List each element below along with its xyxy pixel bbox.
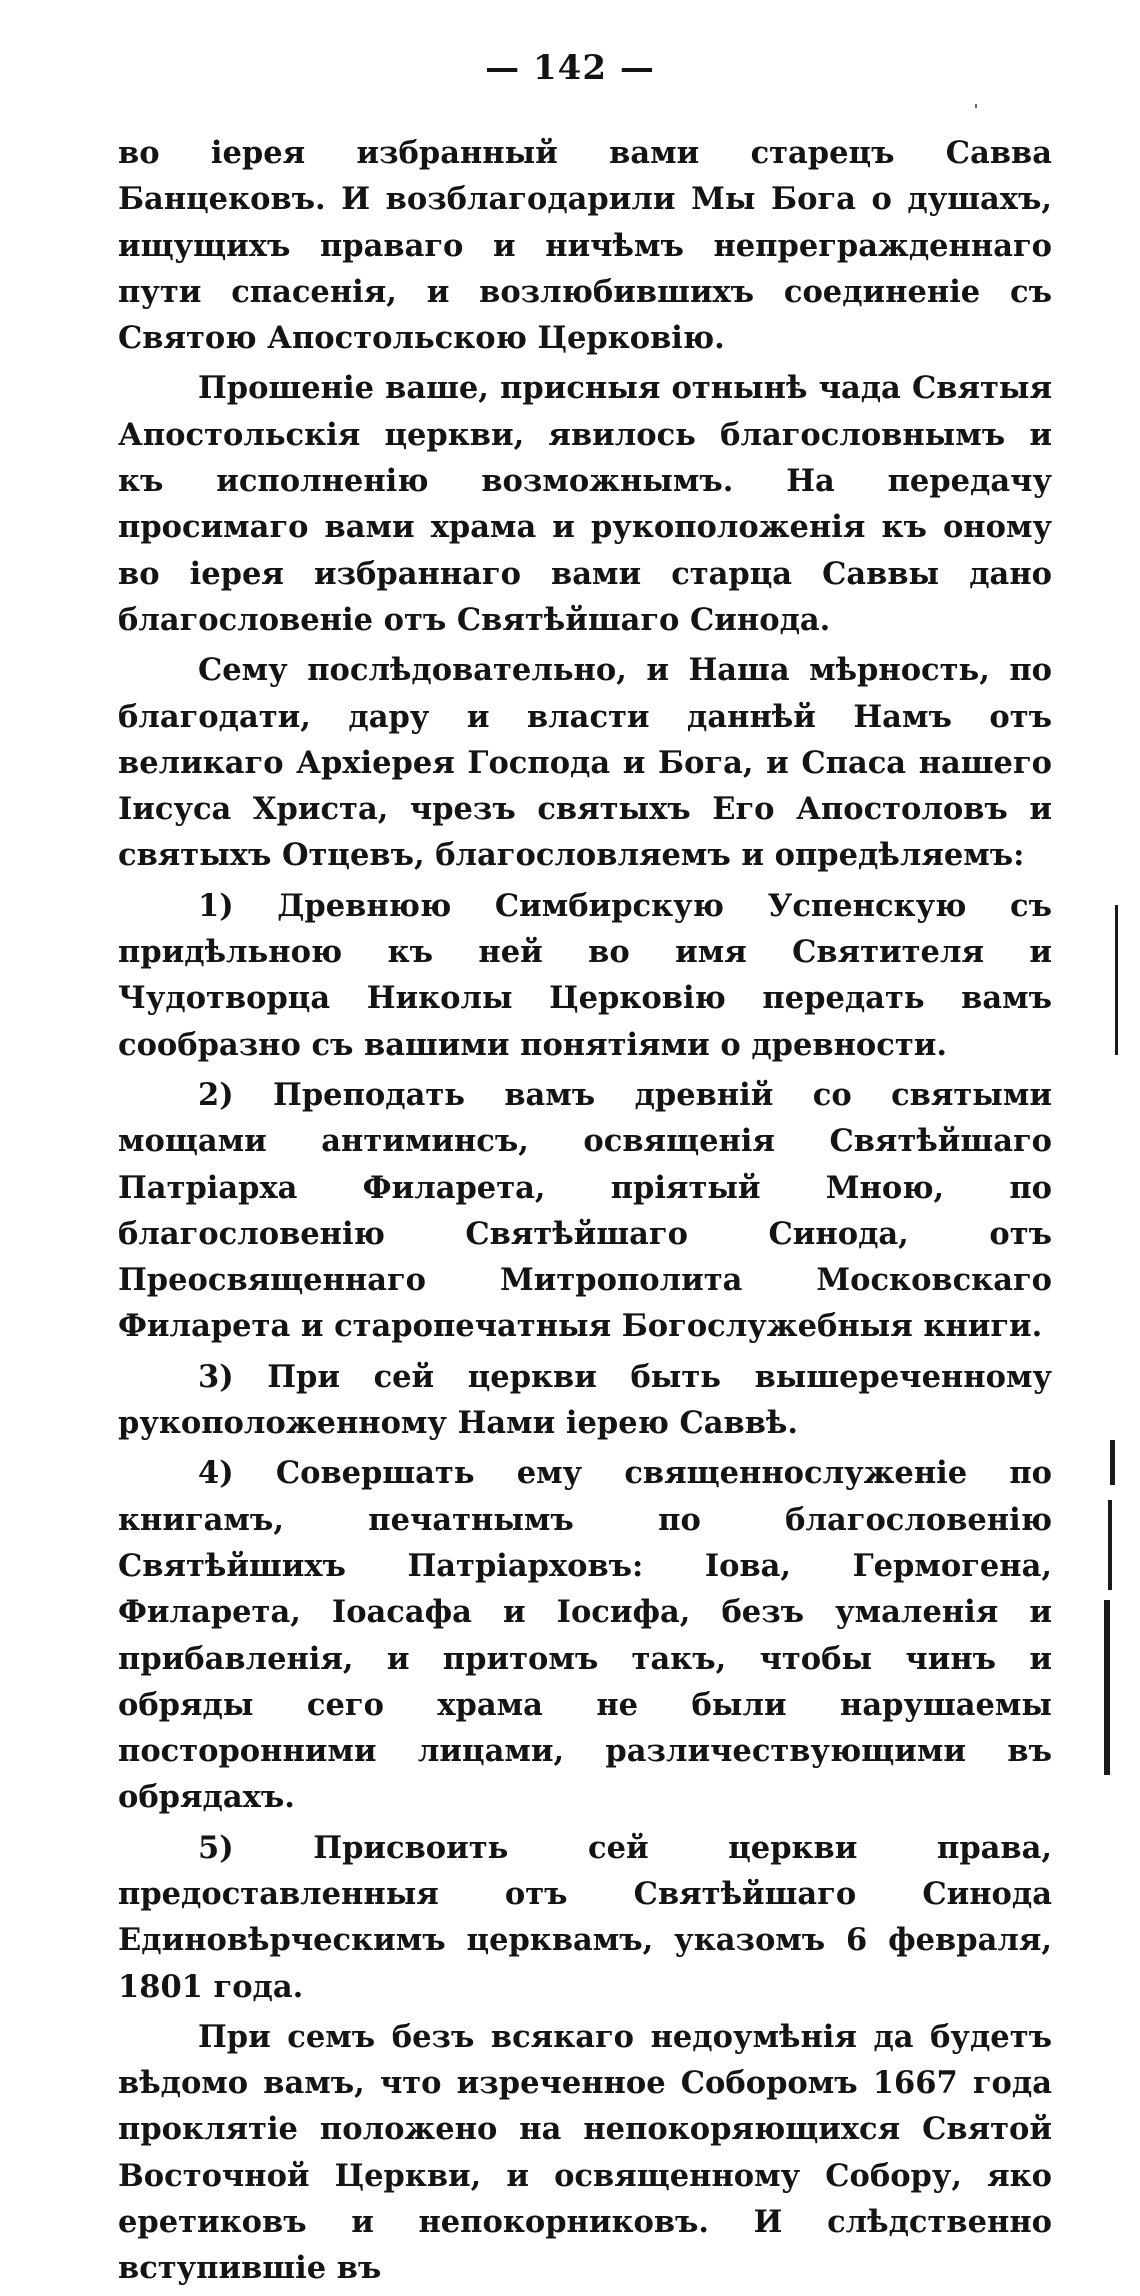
scan-edge-shadow	[1110, 1440, 1115, 1485]
list-item-1: 1) Древнюю Симбирскую Успенскую съ придѣльною къ ней во имя Святителя и Чудотворца Николы Церковію передать вамъ сообразно съ вашими понятіями о древности.	[118, 887, 1052, 1063]
scan-edge-shadow	[1115, 905, 1118, 1055]
page-number: — 142 —	[485, 48, 655, 88]
list-item-3: 3) При сей церкви быть вышереченному рукоположенному Нами іерею Саввѣ.	[118, 1358, 1052, 1442]
page-body-text	[118, 130, 1052, 2296]
scan-edge-shadow	[1104, 1600, 1110, 1775]
scan-speck	[975, 104, 977, 108]
scan-edge-shadow	[1108, 1500, 1112, 1590]
paragraph-3: Сему послѣдовательно, и Наша мѣрность, по благодати, дару и власти даннѣй Намъ отъ великаго Архіерея Господа и Бога, и Спаса нашего Іисуса Христа, чрезъ святыхъ Его Апостоловъ и святыхъ Отцевъ, благословляемъ и опредѣляемъ:	[118, 652, 1052, 874]
paragraph-2: Прошеніе ваше, присныя отнынѣ чада Святыя Апостольскія церкви, явилось благословнымъ и къ исполненію возможнымъ. На передачу просимаго вами храма и рукоположенія къ оному во іерея избраннаго вами старца Саввы дано благословеніе отъ Святѣйшаго Синода.	[118, 370, 1052, 638]
list-item-2: 2) Преподать вамъ древній со святыми мощами антиминсъ, освященія Святѣйшаго Патріарха Филарета, пріятый Мною, по благословенію Святѣйшаго Синода, отъ Преосвященнаго Митрополита Московскаго Филарета и старопечатныя Богослужебныя книги.	[118, 1076, 1052, 1345]
list-item-5: 5) Присвоить сей церкви права, предоставленныя отъ Святѣйшаго Синода Единовѣрческимъ церквамъ, указомъ 6 февраля, 1801 года.	[118, 1829, 1052, 2005]
list-item-4: 4) Совершать ему священнослуженіе по книгамъ, печатнымъ по благословенію Святѣйшихъ Патріарховъ: Іова, Гермогена, Филарета, Іоасафа и Іосифа, безъ умаленія и прибавленія, и притомъ такъ, чтобы чинъ и обряды сего храма не были нарушаемы посторонними лицами, различествующими въ обрядахъ.	[118, 1455, 1052, 1816]
paragraph-1: во іерея избранный вами старецъ Савва Банцековъ. И возблагодарили Мы Бога о душахъ, ищущихъ праваго и ничѣмъ непрегражденнаго пути спасенія, и возлюбившихъ соединеніе съ Святою Апостольскою Церковію.	[118, 135, 1052, 357]
paragraph-final: При семъ безъ всякаго недоумѣнія да будетъ вѣдомо вамъ, что изреченное Соборомъ 1667 года проклятіе положено на непокоряющихся Святой Восточной Церкви, и освященному Собору, яко еретиковъ и непокорниковъ. И слѣдственно вступившіе въ	[118, 2018, 1052, 2287]
